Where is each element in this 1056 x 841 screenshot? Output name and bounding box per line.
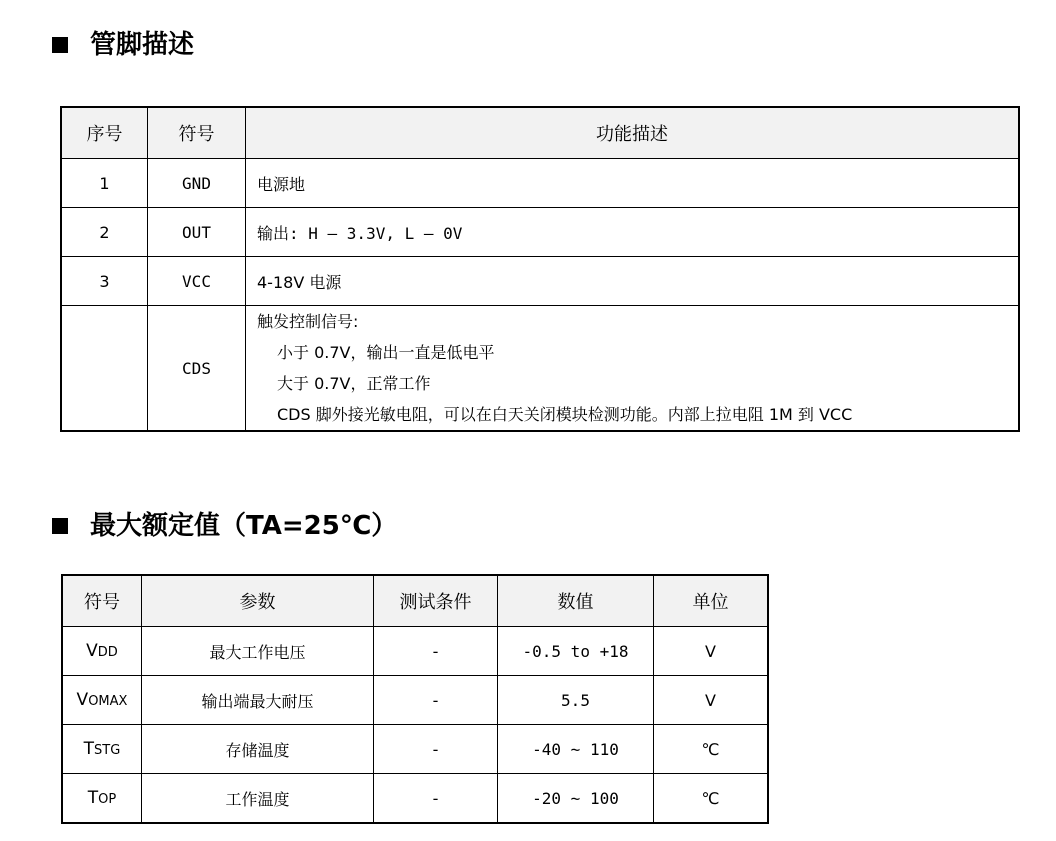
pin-number: 1 — [62, 159, 148, 208]
rating-condition: - — [374, 774, 498, 823]
rating-unit: ℃ — [654, 725, 768, 774]
header-cell: 参数 — [142, 576, 374, 627]
section-title: 管脚描述 — [90, 30, 195, 60]
header-cell: 符号 — [148, 108, 246, 159]
rating-unit: V — [654, 676, 768, 725]
rating-parameter: 最大工作电压 — [142, 627, 374, 676]
description-line: 触发控制信号: — [257, 312, 359, 331]
header-cell: 序号 — [62, 108, 148, 159]
rating-parameter: 存储温度 — [142, 725, 374, 774]
table-row — [62, 306, 1019, 431]
table-row — [63, 725, 768, 774]
pin-description-table — [61, 107, 1019, 431]
pin-symbol: VCC — [148, 257, 246, 306]
description-line: CDS 脚外接光敏电阻，可以在白天关闭模块检测功能。内部上拉电阻 1M 到 VCC — [277, 405, 853, 424]
rating-parameter: 输出端最大耐压 — [142, 676, 374, 725]
rating-symbol: TOP — [63, 774, 142, 823]
pin-symbol: OUT — [148, 208, 246, 257]
rating-condition: - — [374, 676, 498, 725]
rating-value: 5.5 — [498, 676, 654, 725]
pin-function: 电源地 — [246, 159, 1019, 208]
section-heading-pin-description — [52, 32, 194, 58]
pin-function: 4-18V 电源 — [246, 257, 1019, 306]
table-row — [63, 627, 768, 676]
header-cell: 单位 — [654, 576, 768, 627]
header-cell: 测试条件 — [374, 576, 498, 627]
header-cell: 功能描述 — [246, 108, 1019, 159]
rating-symbol: VDD — [63, 627, 142, 676]
rating-value: -20 ~ 100 — [498, 774, 654, 823]
square-bullet-icon — [52, 518, 68, 534]
pin-number: 3 — [62, 257, 148, 306]
pin-function — [246, 306, 1019, 431]
rating-parameter: 工作温度 — [142, 774, 374, 823]
rating-unit: V — [654, 627, 768, 676]
table-header-row — [63, 576, 768, 627]
section-title: 最大额定值（TA=25℃） — [90, 511, 398, 541]
table-row — [62, 208, 1019, 257]
table-row — [63, 774, 768, 823]
rating-value: -40 ~ 110 — [498, 725, 654, 774]
description-line: 小于 0.7V，输出一直是低电平 — [277, 343, 495, 362]
square-bullet-icon — [52, 37, 68, 53]
pin-number: 2 — [62, 208, 148, 257]
rating-value: -0.5 to +18 — [498, 627, 654, 676]
pin-symbol: GND — [148, 159, 246, 208]
table-header-row — [62, 108, 1019, 159]
rating-unit: ℃ — [654, 774, 768, 823]
pin-symbol: CDS — [148, 306, 246, 431]
max-ratings-table — [62, 575, 768, 823]
table-row — [63, 676, 768, 725]
rating-condition: - — [374, 725, 498, 774]
header-cell: 数值 — [498, 576, 654, 627]
header-cell: 符号 — [63, 576, 142, 627]
pin-function: 输出: H — 3.3V, L — 0V — [246, 208, 1019, 257]
table-row — [62, 159, 1019, 208]
description-line: 大于 0.7V，正常工作 — [277, 374, 431, 393]
rating-symbol: TSTG — [63, 725, 142, 774]
section-heading-max-ratings — [52, 513, 397, 539]
rating-symbol: VOMAX — [63, 676, 142, 725]
rating-condition: - — [374, 627, 498, 676]
pin-number — [62, 306, 148, 431]
table-row — [62, 257, 1019, 306]
